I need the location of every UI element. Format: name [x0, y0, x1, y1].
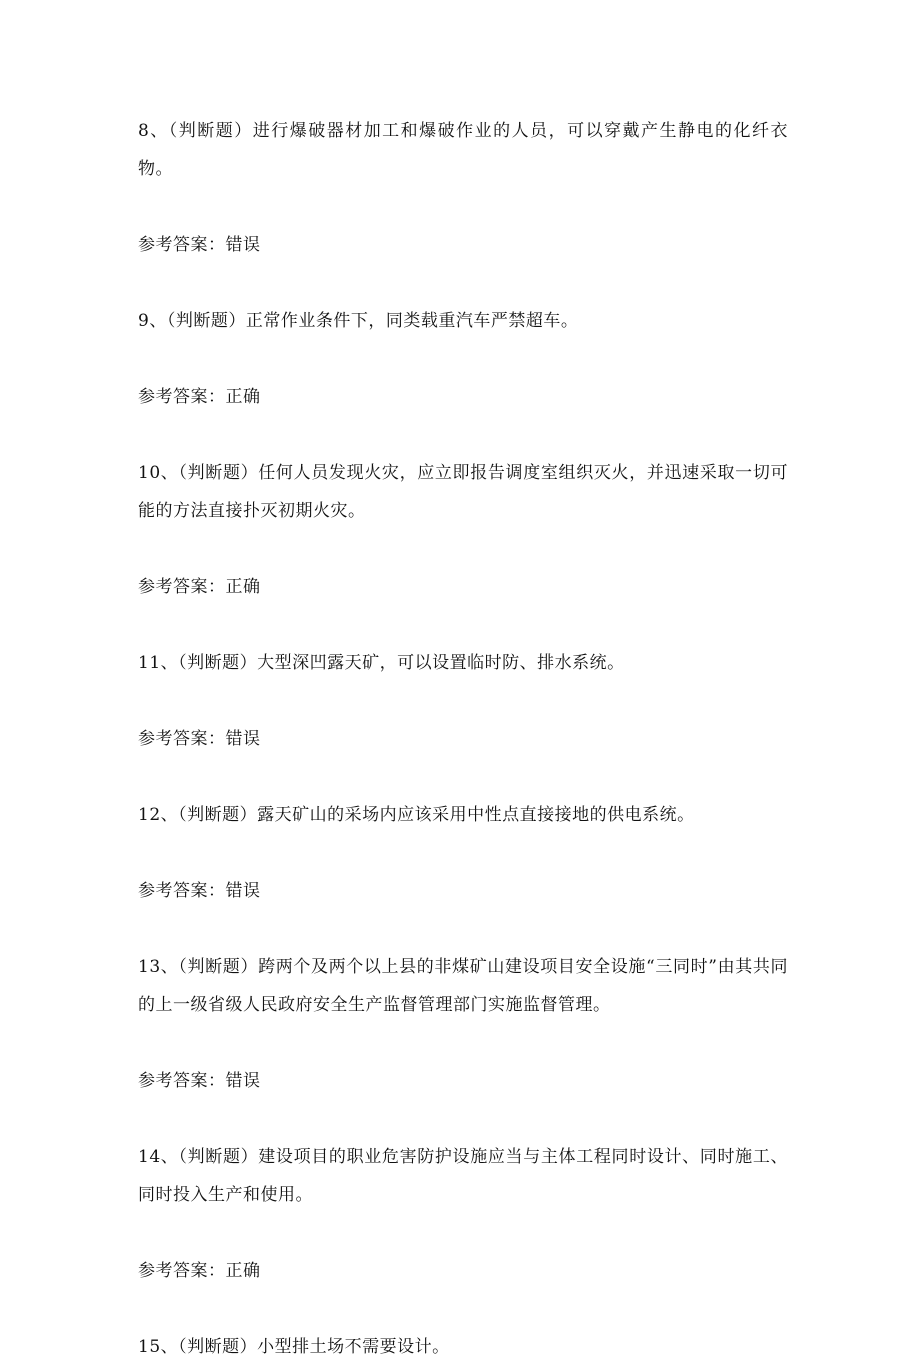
question-list	[138, 112, 788, 1366]
question-text: 10、（判断题）任何人员发现火灾，应立即报告调度室组织灭火，并迅速采取一切可能的方法直接扑灭初期火灾。	[138, 463, 788, 521]
question-block-8	[138, 112, 788, 264]
answer-text: 参考答案：错误	[138, 881, 261, 901]
question-text: 13、（判断题）跨两个及两个以上县的非煤矿山建设项目安全设施“三同时”由其共同的上一级省级人民政府安全生产监督管理部门实施监督管理。	[138, 957, 788, 1015]
answer-text: 参考答案：错误	[138, 1071, 261, 1091]
answer-text: 参考答案：错误	[138, 729, 261, 749]
question-block-11	[138, 644, 788, 758]
question-block-9	[138, 302, 788, 416]
question-block-13	[138, 948, 788, 1100]
answer-text: 参考答案：错误	[138, 235, 261, 255]
question-text: 9、（判断题）正常作业条件下，同类载重汽车严禁超车。	[138, 311, 579, 331]
answer-text: 参考答案：正确	[138, 387, 261, 407]
question-text: 15、（判断题）小型排土场不需要设计。	[138, 1337, 450, 1357]
question-text: 8、（判断题）进行爆破器材加工和爆破作业的人员，可以穿戴产生静电的化纤衣物。	[138, 121, 788, 179]
question-text: 14、（判断题）建设项目的职业危害防护设施应当与主体工程同时设计、同时施工、同时投入生产和使用。	[138, 1147, 788, 1205]
answer-text: 参考答案：正确	[138, 1261, 261, 1281]
question-text: 11、（判断题）大型深凹露天矿，可以设置临时防、排水系统。	[138, 653, 625, 673]
question-block-15	[138, 1328, 788, 1366]
question-block-10	[138, 454, 788, 606]
question-block-12	[138, 796, 788, 910]
question-text: 12、（判断题）露天矿山的采场内应该采用中性点直接接地的供电系统。	[138, 805, 695, 825]
question-block-14	[138, 1138, 788, 1290]
answer-text: 参考答案：正确	[138, 577, 261, 597]
